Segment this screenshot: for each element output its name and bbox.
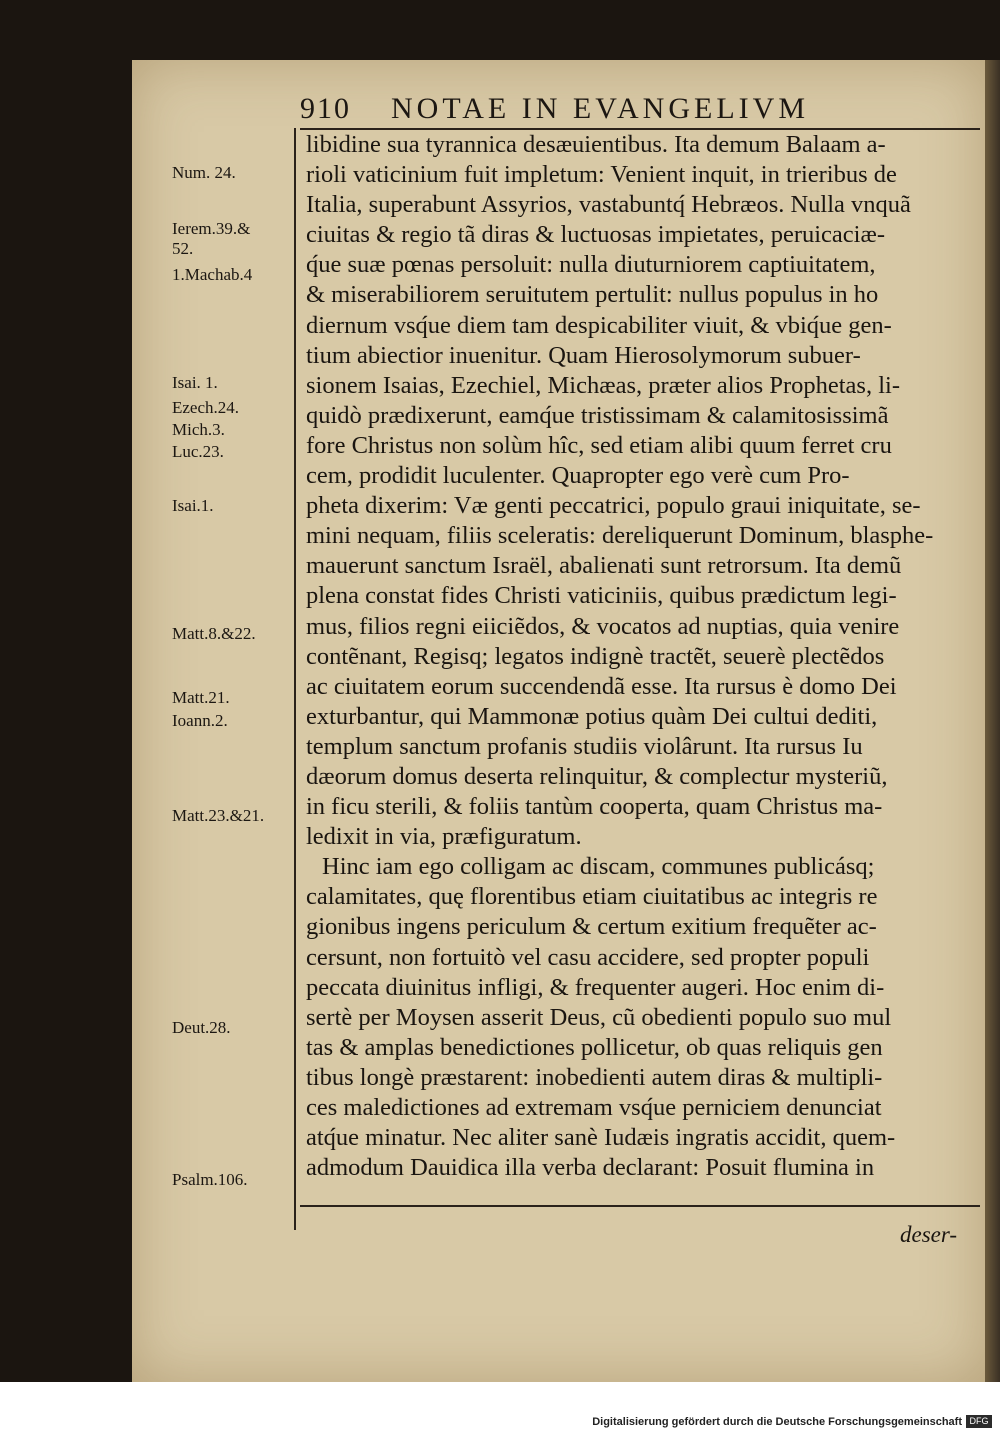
text-line: cem, prodidit luculenter. Quapropter ego verè cum Pro- <box>306 462 850 490</box>
footer-credit: Digitalisierung gefördert durch die Deutsche Forschungsgemeinschaft <box>592 1416 962 1428</box>
margin-note: Matt.8.&22. <box>172 624 256 643</box>
text-line: templum sanctum profanis studiis violârunt. Ita rursus Iu <box>306 732 863 760</box>
text-line: ces maledictiones ad extremam vsq́ue perniciem denunciat <box>306 1094 882 1121</box>
text-line: peccata diuinitus infligi, & frequenter augeri. Hoc enim di- <box>306 973 885 1001</box>
margin-note: Isai.1. <box>172 496 214 515</box>
dfg-logo: DFG <box>966 1415 992 1428</box>
text-line: calamitates, quę florentibus etiam ciuitatibus ac integris re <box>306 883 878 911</box>
margin-note: 1.Machab.4 <box>172 265 253 284</box>
page-edge <box>985 60 1000 1382</box>
margin-note: Num. 24. <box>172 163 236 182</box>
margin-note: Ioann.2. <box>172 711 228 730</box>
margin-note: Psalm.106. <box>172 1170 248 1189</box>
text-line: dæorum domus deserta relinquitur, & complectur mysteriũ, <box>306 762 888 790</box>
text-line: tas & amplas benedictiones pollicetur, ob quas reliquis gen <box>306 1033 883 1061</box>
text-line: ledixit in via, præfiguratum. <box>306 823 582 851</box>
text-line: contẽnant, Regisq; legatos indignè tractẽt, seuerè plectẽdos <box>306 642 885 670</box>
margin-note: Matt.23.&21. <box>172 806 265 825</box>
body-text <box>306 130 974 1183</box>
text-line: sionem Isaias, Ezechiel, Michæas, præter alios Prophetas, li- <box>306 371 900 399</box>
text-line: in ficu sterili, & foliis tantùm cooperta, quam Christus ma- <box>306 793 883 821</box>
margin-note: Deut.28. <box>172 1018 231 1037</box>
margin-note: Matt.21. <box>172 688 230 707</box>
text-line: ac ciuitatem eorum succendendã esse. Ita rursus è domo Dei <box>306 672 897 700</box>
text-line: libidine sua tyrannica desæuientibus. Ita demum Balaam a- <box>306 131 886 158</box>
margin-note: Luc.23. <box>172 442 224 461</box>
text-line: rioli vaticinium fuit impletum: Venient inquit, in trieribus de <box>306 161 897 189</box>
text-line: plena constat fides Christi vaticiniis, quibus prædictum legi- <box>306 582 897 610</box>
text-line: pheta dixerim: Væ genti peccatrici, populo graui iniquitate, se- <box>306 492 921 520</box>
text-line: & miserabiliorem seruitutem pertulit: nullus populus in ho <box>306 281 879 309</box>
bottom-rule <box>300 1205 980 1207</box>
text-line: fore Christus non solùm hîc, sed etiam alibi quum ferret cru <box>306 431 892 459</box>
text-line: cersunt, non fortuitò vel casu accidere, sed propter populi <box>306 943 870 971</box>
margin-note: Isai. 1. <box>172 373 218 392</box>
text-line: mini nequam, filiis sceleratis: dereliquerunt Dominum, blasphe- <box>306 522 934 550</box>
margin-note: Mich.3. <box>172 420 225 439</box>
page-header <box>300 92 980 126</box>
page-number: 910 <box>300 92 351 125</box>
running-title: NOTAE IN EVANGELIVM <box>391 92 809 125</box>
text-line: Hinc iam ego colligam ac discam, communes publicásq; <box>322 853 875 881</box>
text-line: exturbantur, qui Mammonæ potius quàm Dei cultui dediti, <box>306 702 878 730</box>
text-line: ciuitas & regio tã diras & luctuosas impietates, peruicaciæ- <box>306 221 885 249</box>
text-line: mus, filios regni eiiciẽdos, & vocatos ad nuptias, quia venire <box>306 612 900 640</box>
text-line: atq́ue minatur. Nec aliter sanè Iudæis ingratis accidit, quem- <box>306 1124 896 1152</box>
text-line: Italia, superabunt Assyrios, vastabuntq́ Hebræos. Nulla vnquã <box>306 191 911 219</box>
text-line: tium abiectior inuenitur. Quam Hierosolymorum subuer- <box>306 341 861 369</box>
catchword: deser- <box>900 1222 958 1247</box>
text-line: quidò prædixerunt, eamq́ue tristissimam & calamitosissimã <box>306 401 889 429</box>
margin-note: Ierem.39.& 52. <box>172 219 251 258</box>
text-line: sertè per Moysen asserit Deus, cũ obedienti populo suo mul <box>306 1003 892 1031</box>
text-line: admodum Dauidica illa verba declarant: Posuit flumina in <box>306 1154 875 1182</box>
margin-note: Ezech.24. <box>172 398 240 417</box>
text-line: q́ue suæ pœnas persoluit: nulla diuturniorem captiuitatem, <box>306 251 876 279</box>
text-line: tibus longè præstarent: inobedienti autem diras & multipli- <box>306 1063 883 1091</box>
margin-rule <box>294 128 296 1230</box>
text-line: diernum vsq́ue diem tam despicabiliter viuit, & vbiq́ue gen- <box>306 311 892 339</box>
text-line: mauerunt sanctum Israël, abalienati sunt retrorsum. Ita demũ <box>306 552 902 580</box>
text-line: gionibus ingens periculum & certum exitium frequẽter ac- <box>306 913 877 941</box>
footer-bar <box>0 1382 1000 1433</box>
